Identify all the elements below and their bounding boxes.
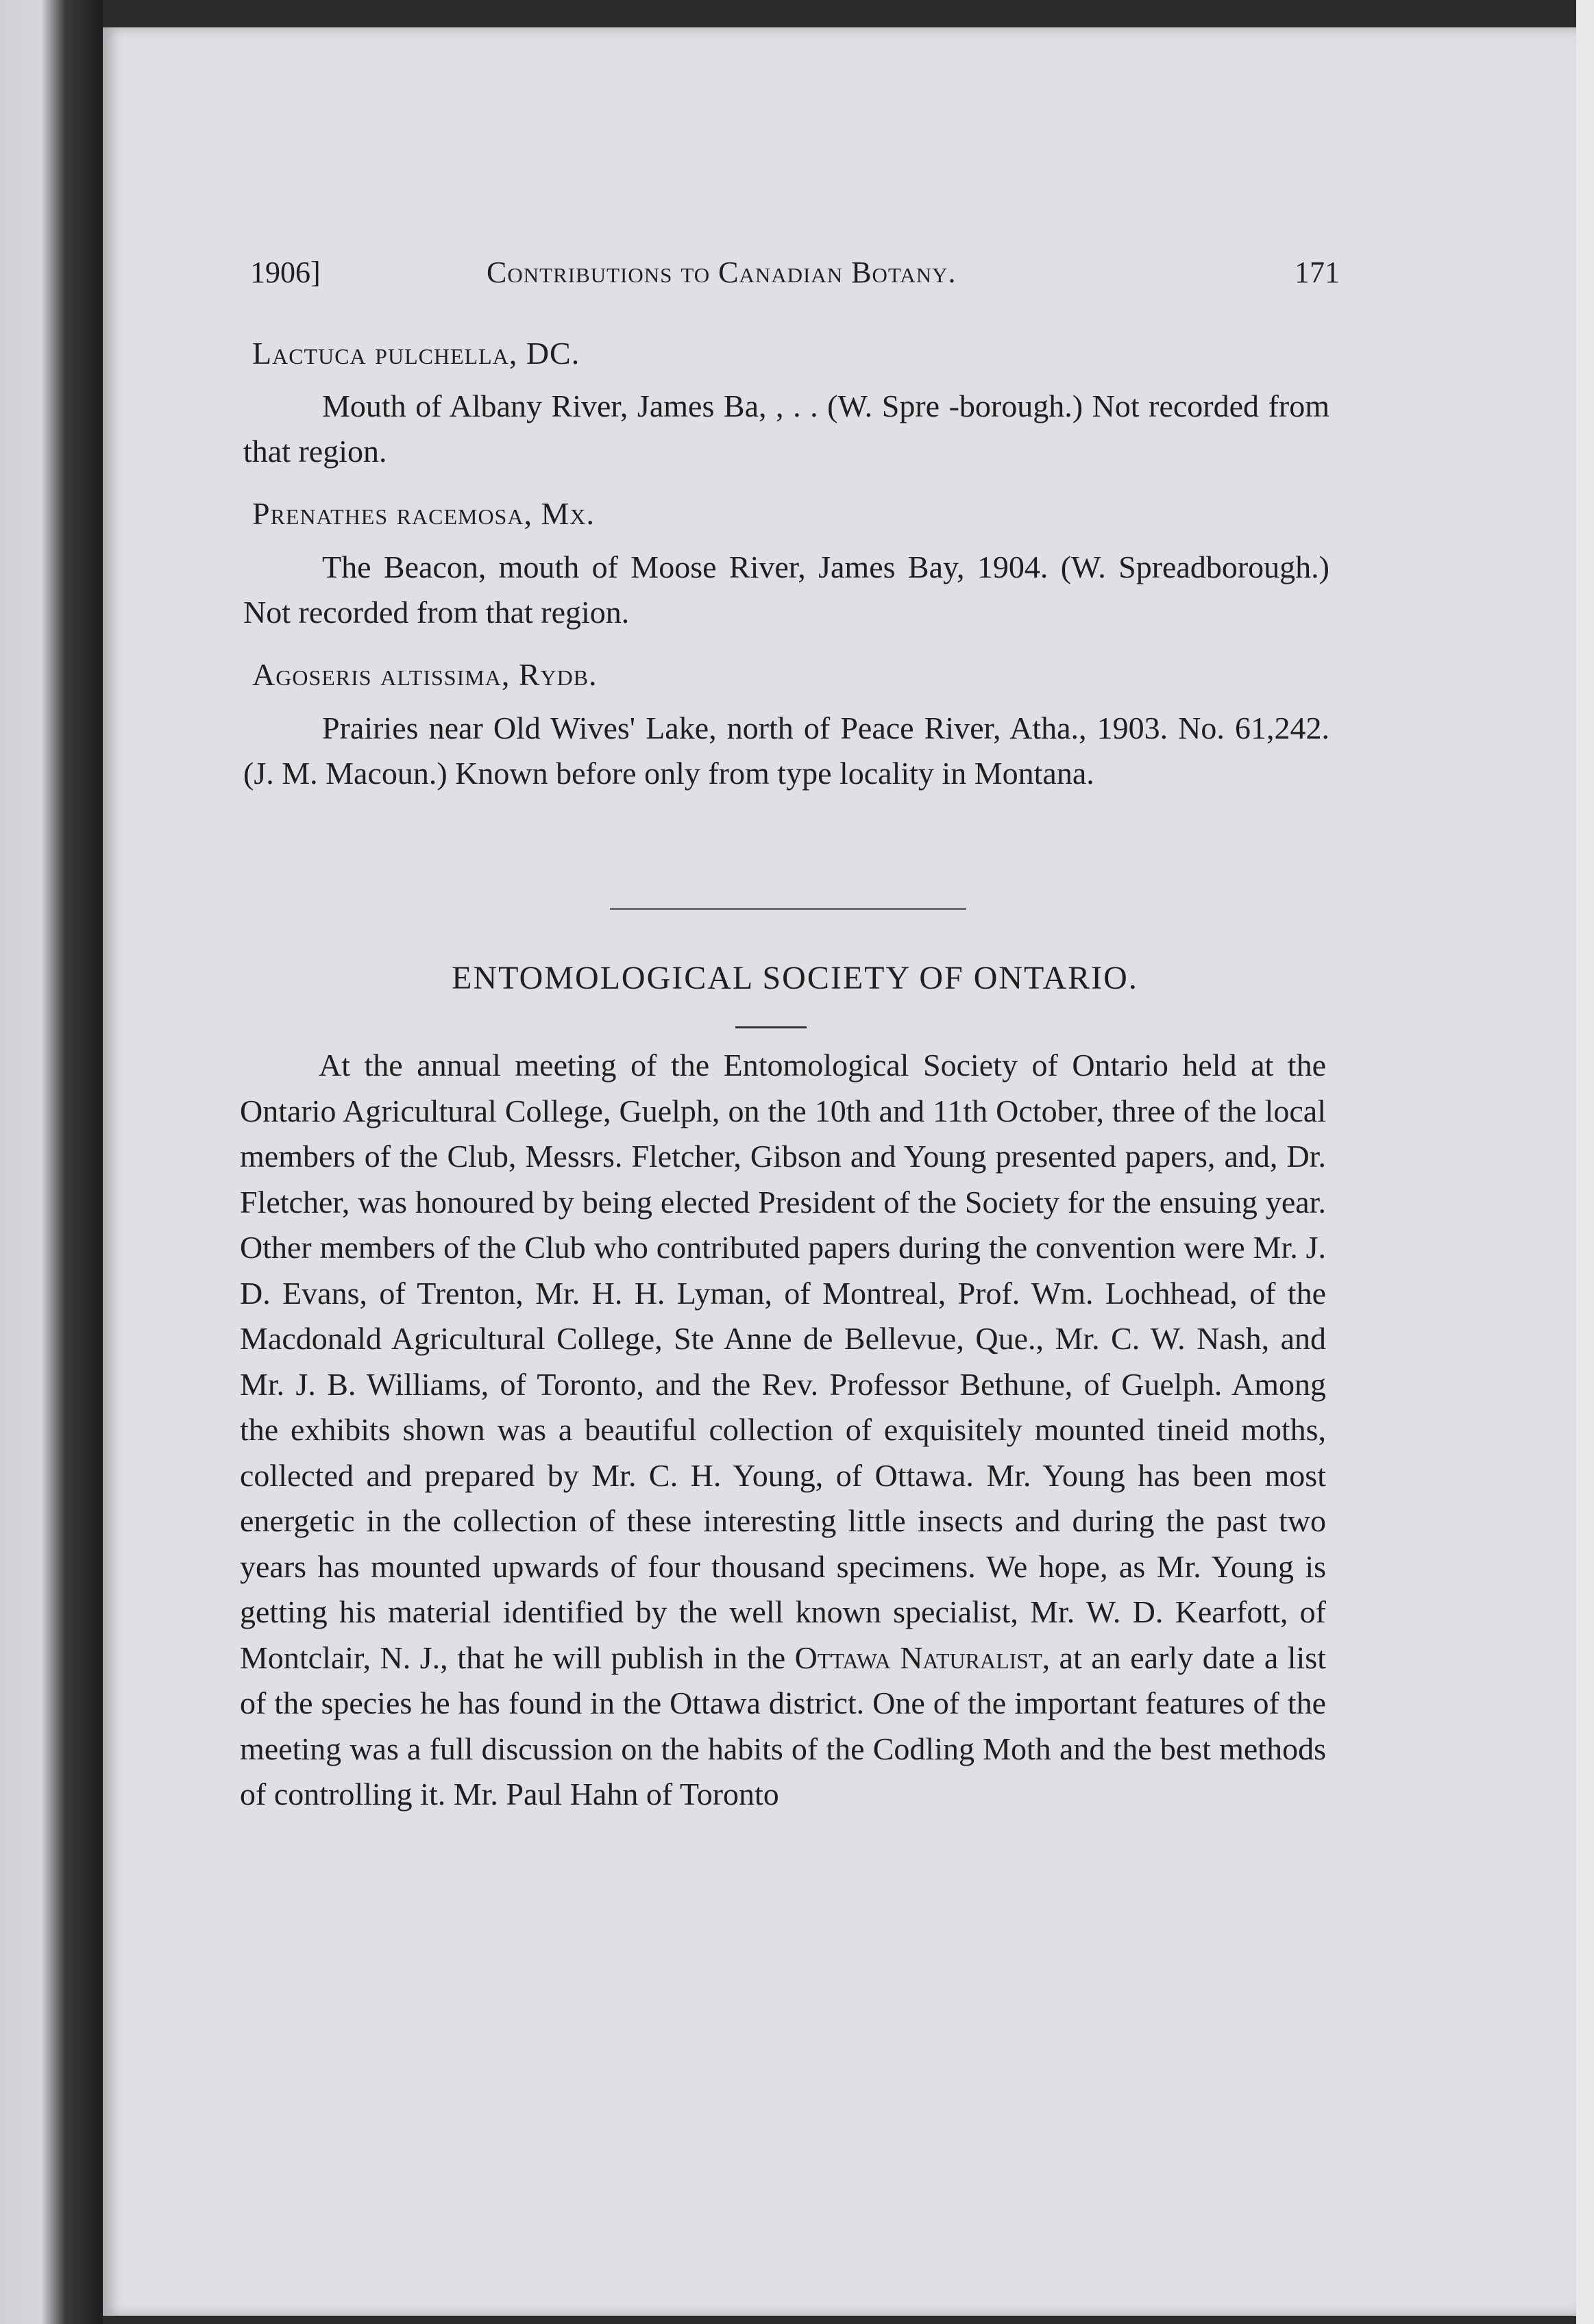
journal-name: Ottawa Naturalist [794, 1640, 1042, 1675]
species-name-prenathes: Prenathes racemosa, Mx. [252, 496, 595, 531]
species-note-text: Mouth of Albany River, James Ba, , . . (W. Spre -borough.) Not recorded from that region. [243, 388, 1329, 469]
running-head-title: Contributions to Canadian Botany. [487, 256, 957, 289]
running-head [250, 250, 1340, 298]
species-note-prenathes [243, 545, 1329, 635]
species-name-lactuca: Lactuca pulchella, DC. [252, 336, 580, 371]
article-text-part-2: , at an early date a list of the species he has found in the Ottawa district. One of the important features of the meeting was a full discussion on the habits of the Codling Moth and the best methods of controlling it. Mr. Paul Hahn of Toronto [240, 1640, 1326, 1812]
title-underline-rule [735, 1026, 807, 1028]
species-name-agoseris: Agoseris altissima, Rydb. [252, 657, 598, 692]
species-note-text: Prairies near Old Wives' Lake, north of Peace River, Atha., 1903. No. 61,242. (J. M. Macoun.) Known before only from type locality in Montana. [243, 710, 1329, 791]
species-note-agoseris [243, 706, 1329, 796]
species-note-lactuca [243, 384, 1329, 474]
page-number: 171 [1295, 256, 1340, 289]
article-paragraph [240, 1043, 1326, 1818]
running-head-year: 1906] [250, 256, 321, 289]
section-divider [610, 908, 966, 910]
species-note-text: The Beacon, mouth of Moose River, James Bay, 1904. (W. Spreadborough.) Not recorded from that region. [243, 549, 1329, 630]
article-text-part-1: At the annual meeting of the Entomological Society of Ontario held at the Ontario Agricultural College, Guelph, on the 10th and 11th October, three of the local members of the Club, Messrs. Fletcher, Gibson and Young presented papers, and, Dr. Fletcher, was honoured by being elected President of the Society for the ensuing year. Other members of the Club who contributed papers during the convention were Mr. J. D. Evans, of Trenton, Mr. H. H. Lyman, of Montreal, Prof. Wm. Lochhead, of the Macdonald Agricultural College, Ste Anne de Bellevue, Que., Mr. C. W. Nash, and Mr. J. B. Williams, of Toronto, and the Rev. Professor Bethune, of Guelph. Among the exhibits shown was a beautiful collection of exquisitely mounted tineid moths, collected and prepared by Mr. C. H. Young, of Ottawa. Mr. Young has been most energetic in the collection of these interesting little insects and during the past two years has mounted upwards of four thousand specimens. We hope, as Mr. Young is getting his material identified by the well known specialist, Mr. W. D. Kearfott, of Montclair, N. J., that he will publish in the [240, 1048, 1326, 1675]
book-spine-edge [0, 0, 103, 2324]
section-title: ENTOMOLOGICAL SOCIETY OF ONTARIO. [452, 960, 1138, 996]
page-right-margin [1576, 0, 1594, 2324]
